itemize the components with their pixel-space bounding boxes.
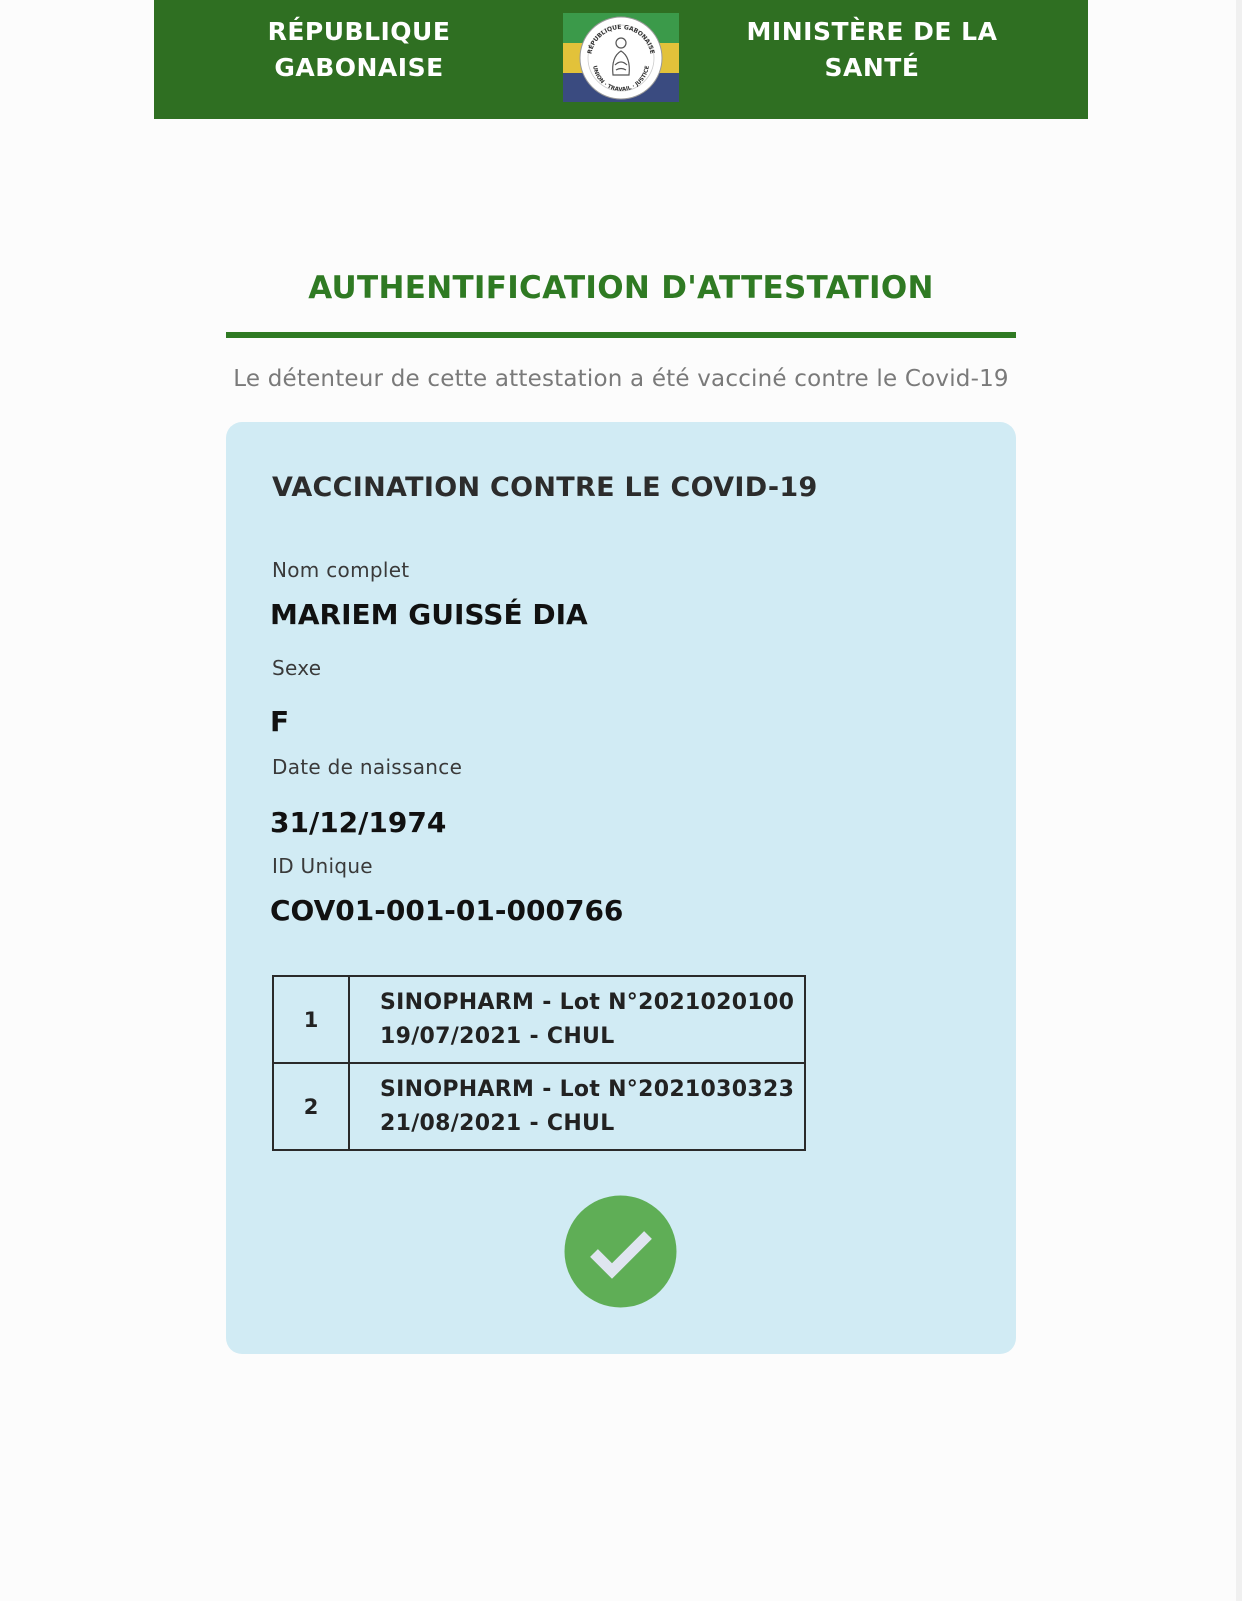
dose-vaccine-lot: SINOPHARM - Lot N°2021020100	[380, 989, 795, 1015]
dose-date-site: 21/08/2021 - CHUL	[380, 1110, 615, 1136]
header-right-line2: SANTÉ	[824, 53, 920, 82]
emblem-text-top: RÉPUBLIQUE GABONAISE	[586, 23, 656, 55]
name-label: Nom complet	[272, 558, 410, 582]
dose-number: 1	[273, 976, 349, 1063]
dose-info	[349, 976, 805, 1063]
dose-row	[273, 1063, 805, 1150]
dose-info	[349, 1063, 805, 1150]
header-left-text	[209, 14, 509, 86]
title-divider	[226, 332, 1016, 338]
dose-row	[273, 976, 805, 1063]
id-value: COV01-001-01-000766	[270, 894, 624, 927]
header-left-line1: RÉPUBLIQUE	[267, 17, 451, 46]
check-circle-icon	[564, 1195, 677, 1308]
card-title: VACCINATION CONTRE LE COVID-19	[272, 472, 818, 503]
dose-date-site: 19/07/2021 - CHUL	[380, 1023, 615, 1049]
name-value: MARIEM GUISSÉ DIA	[270, 598, 588, 631]
dose-table	[272, 975, 806, 1151]
dose-number: 2	[273, 1063, 349, 1150]
sex-label: Sexe	[272, 656, 322, 680]
gabon-coat-of-arms-icon	[563, 13, 679, 102]
sex-value: F	[270, 705, 290, 738]
emblem-text-bottom: UNION · TRAVAIL · JUSTICE	[591, 65, 651, 94]
page-title: AUTHENTIFICATION D'ATTESTATION	[308, 270, 934, 306]
vaccination-card	[226, 422, 1016, 1354]
header-left-line2: GABONAISE	[274, 53, 444, 82]
dose-vaccine-lot: SINOPHARM - Lot N°2021030323	[380, 1076, 795, 1102]
dob-value: 31/12/1974	[270, 806, 447, 839]
dob-label: Date de naissance	[272, 755, 463, 779]
page-subtitle: Le détenteur de cette attestation a été vacciné contre le Covid-19	[233, 366, 1009, 392]
header-right-text	[722, 14, 1022, 86]
header-banner	[154, 0, 1088, 119]
right-edge	[1236, 0, 1242, 1601]
id-label: ID Unique	[272, 854, 373, 878]
header-right-line1: MINISTÈRE DE LA	[746, 17, 998, 46]
